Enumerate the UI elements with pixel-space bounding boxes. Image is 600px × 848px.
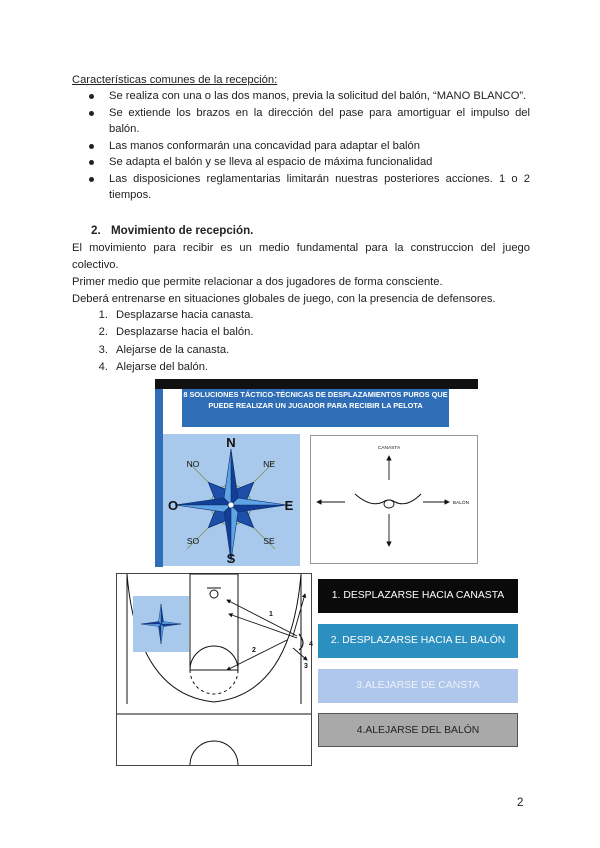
- list-item: Se extiende los brazos en la dirección del pase para amortiguar el impulso del balón.: [72, 105, 530, 138]
- list-item: Se adapta el balón y se lleva al espacio de máxima funcionalidad: [72, 154, 530, 171]
- compass-rose: [163, 434, 300, 566]
- route-2: 2: [252, 647, 256, 654]
- paragraph: Deberá entrenarse en situaciones globales de juego, con la presencia de defensores.: [72, 293, 496, 305]
- legend-item-4: 4.ALEJARSE DEL BALÓN: [318, 713, 518, 747]
- compass-sw: SO: [186, 536, 200, 546]
- list-item: Las disposiciones reglamentarias limitarán nuestras posteriores acciones. 1 o 2 tiempos.: [72, 171, 530, 204]
- compass-north: N: [226, 435, 236, 450]
- player-head: [384, 500, 394, 508]
- paragraph: El movimiento para recibir es un medio fundamental para la construccion del juego colectivo.: [72, 242, 530, 271]
- compass-rose-icon: [163, 434, 300, 566]
- section-heading: Características comunes de la recepción:: [72, 74, 278, 86]
- compass-nw: NO: [186, 459, 200, 469]
- compass-east: E: [284, 498, 294, 513]
- paragraph: Primer medio que permite relacionar a dos jugadores de forma consciente.: [72, 276, 443, 288]
- list-item: Se realiza con una o las dos manos, previa la solicitud del balón, “MANO BLANCO”.: [72, 88, 530, 105]
- legend-item-2: 2. DESPLAZARSE HACIA EL BALÓN: [318, 624, 518, 658]
- movement-label-up: CANASTA: [377, 446, 401, 451]
- section-title: [91, 224, 253, 237]
- legend-item-1: 1. DESPLAZARSE HACIA CANASTA: [318, 579, 518, 613]
- list-item: 2. Desplazarse hacia el balón.: [98, 326, 254, 339]
- court-diagram: [116, 573, 312, 766]
- list-item: Las manos conformarán una concavidad para adaptar el balón: [72, 138, 530, 155]
- figure-side-band: [155, 389, 163, 567]
- route-3: 3: [304, 663, 308, 670]
- figure-title: 8 SOLUCIONES TÁCTICO-TÉCNICAS DE DESPLAZAMIENTOS PUROS QUE PUEDE REALIZAR UN JUGADOR PARA RECIBIR LA PELOTA: [182, 389, 449, 427]
- section-number: 2.: [91, 224, 101, 237]
- steps-list: [72, 307, 253, 377]
- figure-top-bar: [155, 379, 478, 389]
- list-item: 1. Desplazarse hacia canasta.: [98, 309, 254, 321]
- list-item: 4. Alejarse del balón.: [98, 361, 209, 374]
- movement-label-right: BALÓN: [452, 501, 470, 506]
- characteristics-list: [72, 88, 530, 204]
- route-1: 1: [269, 611, 273, 618]
- compass-se: SE: [263, 536, 275, 546]
- movement-diagram: [310, 435, 478, 564]
- list-item: 3. Alejarse de la canasta.: [98, 343, 230, 356]
- compass-ne: NE: [263, 459, 275, 469]
- compass-south: S: [226, 551, 236, 566]
- section-title-text: Movimiento de recepción.: [111, 224, 254, 237]
- route-4: 4: [309, 641, 313, 648]
- page-number: 2: [517, 797, 524, 809]
- compass-west: O: [167, 498, 179, 513]
- legend-item-3: 3.ALEJARSE DE CANSTA: [318, 669, 518, 703]
